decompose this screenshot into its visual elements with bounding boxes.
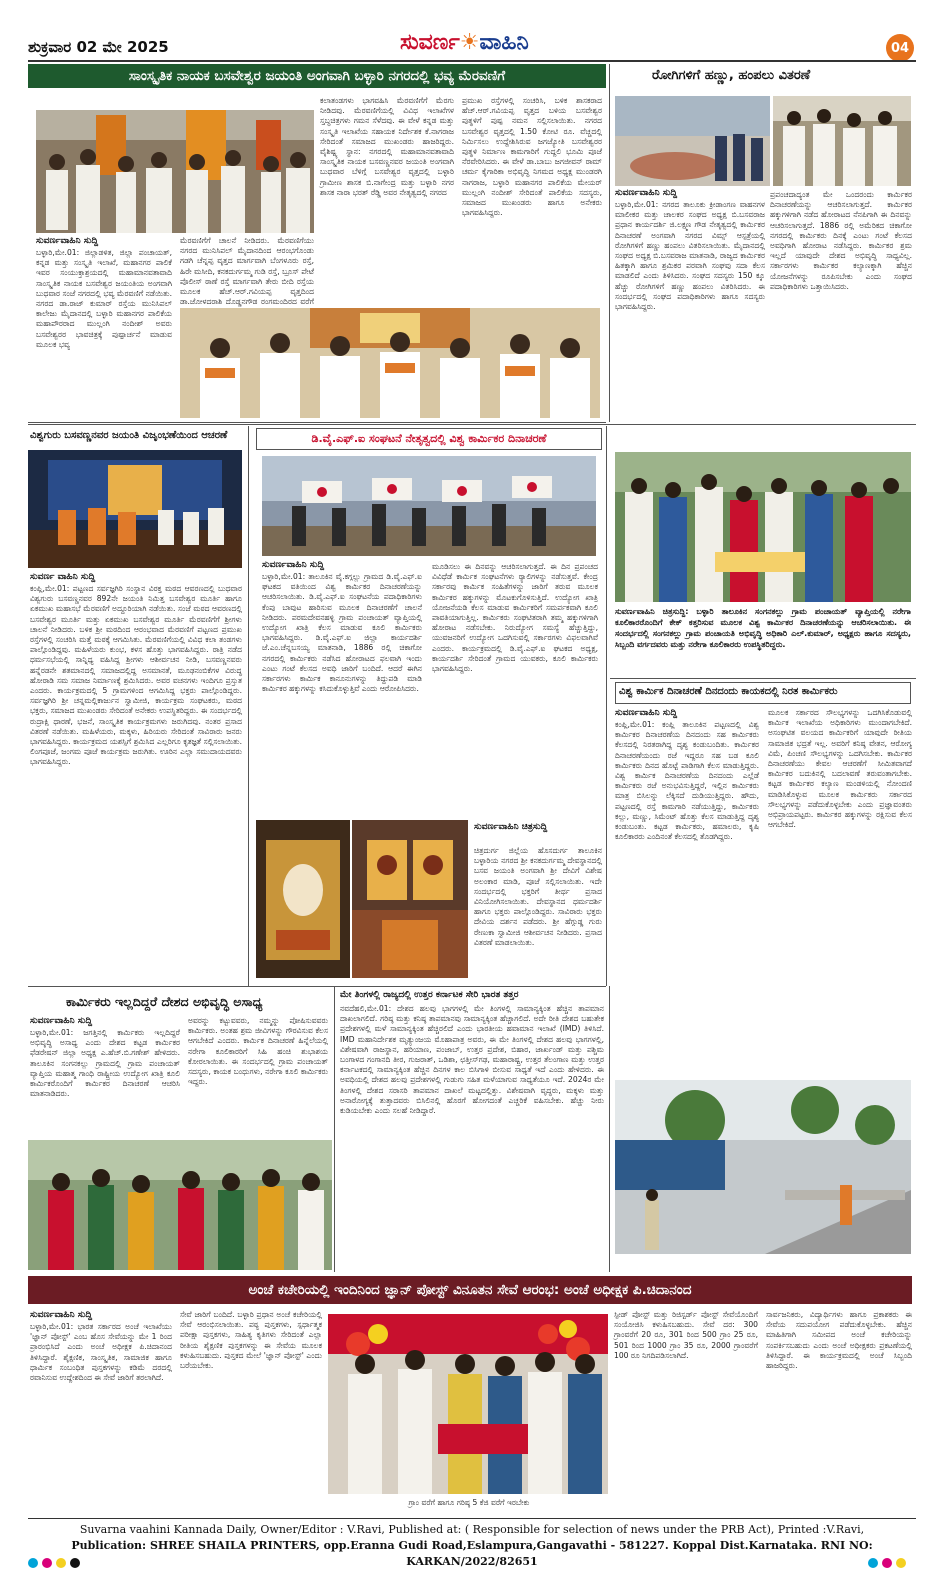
road-work-photo	[615, 1080, 911, 1254]
basaveshwara-body-col3: ಕಲಾತಂಡಗಳು ಭಾಗವಹಿಸಿ ಮೆರವಣಿಗೆಗೆ ಮೆರಗು ನೀಡಿದವು. ಮೆರವಣಿಗೆಯಲ್ಲಿ ವಿವಿಧ ಇಲಾಖೆಗಳ ಸ್ತಬ್ಧಚಿತ್ರಗಳು ಗಮನ ಸೆಳೆದವು. ಈ ವೇಳೆ ಕನ್ನಡ ಮತ್ತು ಸಂಸ್ಕೃತಿ ಇಲಾಖೆಯ ಸಹಾಯಕ ನಿರ್ದೇಶಕ ಕೆ.ನಾಗರಾಜ ಸೇರಿದಂತೆ ಸಮಾಜದ ಮುಖಂಡರು ಹಾಜರಿದ್ದರು. ವೈಶಿಷ್ಟ್ಯ ಸ್ಥಾನ: ನಗರದಲ್ಲಿ ಮಹಾಮಾನವತಾವಾದಿ ಸಾಂಸ್ಕೃತಿಕ ನಾಯಕ ಬಸವಣ್ಣನವರ ಜಯಂತಿ ಅಂಗವಾಗಿ ಬುಧವಾರ ಬೆಳಿಗ್ಗೆ ಬಸವೇಶ್ವರ ವೃತ್ತದಲ್ಲಿ ಬಳ್ಳಾರಿ ಗ್ರಾಮೀಣ ಶಾಸಕ ಬಿ.ನಾಗೇಂದ್ರ ಮತ್ತು ಬಳ್ಳಾರಿ ನಗರ ಶಾಸಕ ನಾರಾ ಭರತ್ ರೆಡ್ಡಿ ಅವರ ನೇತೃತ್ವದಲ್ಲಿ ನಗರದ	[320, 96, 454, 197]
panchayat-cake-photo	[615, 452, 911, 602]
basaveshwara-body-col4: ಪ್ರಮುಖ ರಸ್ತೆಗಳಲ್ಲಿ ಸಂಚರಿಸಿ, ಬಳಿಕ ಶಾಸಕರಾದ ಹೆಚ್.ಆರ್.ಗವಿಯಪ್ಪ ವೃತ್ತದ ಬಳಿಯ ಬಸವೇಶ್ವರ ಪುತ್ಥಳಿಗೆ ಪುಷ್ಪ ನಮನ ಸಲ್ಲಿಸಲಾಯಿತು. ನಗರದ ಬಸವೇಶ್ವರ ವೃತ್ತದಲ್ಲಿ 1.50 ಕೋಟಿ ರೂ. ವೆಚ್ಚದಲ್ಲಿ ನಿರ್ಮಿಸಲು ಉದ್ದೇಶಿಸಿರುವ ಜಗಜ್ಯೋತಿ ಬಸವೇಶ್ವರರ ಪುತ್ಥಳಿ ನಿರ್ಮಾಣ ಕಾಮಗಾರಿಗೆ ಗುದ್ದಲಿ ಭೂಮಿ ಪೂಜೆ ನೆರವೇರಿಸಿದರು. ಈ ವೇಳೆ ಡಾ.ಬಾಬು ಜಗಜೀವನ್ ರಾಮ್ ಚರ್ಮ ಕೈಗಾರಿಕಾ ಅಭಿವೃದ್ಧಿ ನಿಗಮದ ಅಧ್ಯಕ್ಷ ಮುಂಡರಗಿ ನಾಗರಾಜ, ಬಳ್ಳಾರಿ ಮಹಾನಗರ ಪಾಲಿಕೆಯ ಮೇಯರ್ ಮುಲ್ಲಂಗಿ ನಂದೀಶ್ ಸೇರಿದಂತೆ ಪಾಲಿಕೆಯ ಸದಸ್ಯರು, ಸಮಾಜದ ಮುಖಂಡರು ಹಾಗೂ ಅನೇಕರು ಭಾಗವಹಿಸಿದ್ದರು.	[462, 96, 602, 218]
divider	[28, 986, 606, 987]
vishwaguru-byline: ಸುವರ್ಣ ವಾಹಿನಿ ಸುದ್ದಿ	[30, 572, 96, 582]
registration-mark-icon	[882, 1558, 892, 1568]
footer-rule	[28, 1518, 916, 1519]
dyfi-headline: ಡಿ.ವೈ.ಎಫ್.ಐ ಸಂಘಟನೆ ನೇತೃತ್ವದಲ್ಲಿ ವಿಶ್ವ ಕಾರ್ಮಿಕರ ದಿನಾಚರಣೆ	[311, 432, 547, 445]
post-office-body-col4: ಸಾರ್ವಜನಿಕರು, ವಿದ್ಯಾರ್ಥಿಗಳು ಹಾಗೂ ಪ್ರಕಾಶಕರು ಈ ಸೇವೆಯ ಸದುಪಯೋಗ ಪಡೆದುಕೊಳ್ಳಬೇಕು. ಹೆಚ್ಚಿನ ಮಾಹಿತಿಗಾಗಿ ಸಮೀಪದ ಅಂಚೆ ಕಚೇರಿಯನ್ನು ಸಂಪರ್ಕಿಸಬಹುದು ಎಂದು ಅಂಚೆ ಅಧೀಕ್ಷಕರು ಪ್ರಕಟಣೆಯಲ್ಲಿ ತಿಳಿಸಿದ್ದಾರೆ. ಈ ಕಾರ್ಯಕ್ರಮದಲ್ಲಿ ಅಂಚೆ ಸಿಬ್ಬಂದಿ ಹಾಜರಿದ್ದರು.	[766, 1310, 912, 1371]
column-divider	[606, 426, 607, 986]
post-office-body-col3: ಸ್ಪೀಡ್ ಪೋಸ್ಟ್ ಮತ್ತು ರಿಜಿಸ್ಟರ್ಡ್ ಪೋಸ್ಟ್ ಸೇವೆಯೊಂದಿಗೆ ಸಂಯೋಜಿಸಿ ಕಳುಹಿಸಬಹುದು. ಸೇವೆ ದರ: 300 ಗ್ರಾಂವರೆಗೆ 20 ರೂ, 301 ರಿಂದ 500 ಗ್ರಾಂ 25 ರೂ, 501 ರಿಂದ 1000 ಗ್ರಾಂ 35 ರೂ, 2000 ಗ್ರಾಂವರೆಗೆ 100 ರೂ ನಿಗದಿಪಡಿಸಲಾಗಿದೆ.	[614, 1310, 758, 1360]
column-divider	[334, 986, 335, 1272]
labour-dev-body-col2: ಅವರನ್ನು ಕಟ್ಟುವವರು, ನಮ್ಮನ್ನು ಪೋಷಿಸುವವರು ಕಾರ್ಮಿಕರು. ಅಂತಹ ಶ್ರಮ ಜೀವಿಗಳನ್ನು ಗೌರವಿಸುವ ಕೆಲಸ ಆಗಬೇಕಿದೆ ಎಂದರು. ಕಾರ್ಮಿಕ ದಿನಾಚರಣೆ ಹಿನ್ನೆಲೆಯಲ್ಲಿ ನರೇಗಾ ಕೂಲಿಕಾರರಿಗೆ ಸಿಹಿ ಹಂಚಿ ಶುಭಾಶಯ ಕೋರಲಾಯಿತು. ಈ ಸಂದರ್ಭದಲ್ಲಿ ಗ್ರಾಮ ಪಂಚಾಯತ್ ಸದಸ್ಯರು, ಕಾಯಕ ಬಂಧುಗಳು, ನರೇಗಾ ಕೂಲಿ ಕಾರ್ಮಿಕರು ಇದ್ದರು.	[188, 1016, 328, 1087]
basaveshwara-headline: ಸಾಂಸ್ಕೃತಿಕ ನಾಯಕ ಬಸವೇಶ್ವರ ಜಯಂತಿ ಅಂಗವಾಗಿ ಬಳ್ಳಾರಿ ನಗರದಲ್ಲಿ ಭವ್ಯ ಮೆರವಣಿಗೆ	[28, 64, 606, 88]
registration-mark-icon	[868, 1558, 878, 1568]
registration-mark-icon	[28, 1558, 38, 1568]
temple-caption: ಚಿತ್ರದುರ್ಗ ಜಿಲ್ಲೆಯ ಹೊಸದುರ್ಗ ತಾಲೂಕಿನ ಬಳ್ಳಾರಿಯ ನಗರದ ಶ್ರೀ ಕನಕದುರ್ಗಮ್ಮ ದೇವಸ್ಥಾನದಲ್ಲಿ ಬಸವ ಜಯಂತಿ ಅಂಗವಾಗಿ ಶ್ರೀ ದೇವಿಗೆ ವಿಶೇಷ ಅಲಂಕಾರ ಮಾಡಿ, ಪೂಜೆ ಸಲ್ಲಿಸಲಾಯಿತು. ಇದೇ ಸಂದರ್ಭದಲ್ಲಿ ಭಕ್ತರಿಗೆ ತೀರ್ಥ ಪ್ರಸಾದ ವಿನಿಯೋಗಿಸಲಾಯಿತು. ದೇವಸ್ಥಾನದ ಧರ್ಮದರ್ಶಿ ಹಾಗೂ ಭಕ್ತರು ಪಾಲ್ಗೊಂಡಿದ್ದರು. ಸಾವಿರಾರು ಭಕ್ತರು ದೇವಿಯ ದರ್ಶನ ಪಡೆದರು. ಶ್ರೀ ಹೆಗ್ಗುಡ್ಡ ಗುರು ರೇಣುಕಾ ಸ್ವಾಮೀಜಿ ಆಶೀರ್ವಚನ ನೀಡಿದರು. ಪ್ರಸಾದ ವಿತರಣೆ ಮಾಡಲಾಯಿತು.	[474, 846, 602, 947]
fruit-distribution-photo	[773, 96, 911, 186]
dyfi-body-col1: ಬಳ್ಳಾರಿ,ಮೇ.01: ತಾಲೂಕಿನ ವೈ.ಕಗ್ಗಲ್ಲು ಗ್ರಾಮದ ಡಿ.ವೈ.ಎಫ್.ಐ ಘಟಕದ ವತಿಯಿಂದ ವಿಶ್ವ ಕಾರ್ಮಿಕರ ದಿನಾಚರಣೆಯನ್ನು ಆಚರಿಸಲಾಯಿತು. ಡಿ.ವೈ.ಎಫ್.ಐ ಸಂಘಟನೆಯ ಪದಾಧಿಕಾರಿಗಳು ಕೆಂಪು ಬಾವುಟ ಹಾರಿಸುವ ಮೂಲಕ ದಿನಾಚರಣೆಗೆ ಚಾಲನೆ ನೀಡಿದರು. ಪರಮದೇವನಹಳ್ಳಿ ಗ್ರಾಮ ಪಂಚಾಯತ್ ವ್ಯಾಪ್ತಿಯಲ್ಲಿ ಉದ್ಯೋಗ ಖಾತ್ರಿ ಕೆಲಸ ಮಾಡುವ ಕೂಲಿ ಕಾರ್ಮಿಕರು ಭಾಗವಹಿಸಿದ್ದರು. ಡಿ.ವೈ.ಎಫ್.ಐ ಜಿಲ್ಲಾ ಕಾರ್ಯದರ್ಶಿ ಜೆ.ಎಂ.ಚೆನ್ನಬಸಯ್ಯ ಮಾತನಾಡಿ, 1886 ರಲ್ಲಿ ಚಿಕಾಗೋ ನಗರದಲ್ಲಿ ಕಾರ್ಮಿಕರು ನಡೆಸಿದ ಹೋರಾಟದ ಫಲವಾಗಿ ಇಂದು ಎಂಟು ಗಂಟೆ ಕೆಲಸದ ಅವಧಿ ಜಾರಿಗೆ ಬಂದಿದೆ. ಆದರೆ ಈಗಿನ ಸರ್ಕಾರಗಳು ಕಾರ್ಮಿಕ ಕಾನೂನುಗಳನ್ನು ತಿದ್ದುಪಡಿ ಮಾಡಿ ಕಾರ್ಮಿಕರ ಹಕ್ಕುಗಳನ್ನು ಕಸಿದುಕೊಳ್ಳುತ್ತಿವೆ ಎಂದು ಆರೋಪಿಸಿದರು.	[262, 572, 422, 694]
post-office-byline: ಸುವರ್ಣವಾಹಿನಿ ಸುದ್ದಿ	[30, 1310, 93, 1320]
temple-idol-photo	[352, 820, 468, 978]
basaveshwara-body-col2: ಮೆರವಣಿಗೆಗೆ ಚಾಲನೆ ನೀಡಿದರು. ಮೆರವಣಿಗೆಯು ನಗರದ ಮುನಿಸಿಪಲ್ ಮೈದಾನದಿಂದ ಆರಂಭಗೊಂಡು ಗಡಗಿ ಚೆನ್ನಪ್ಪ ವೃತ್ತದ ಮಾರ್ಗವಾಗಿ ಬೆಂಗಳೂರು ರಸ್ತೆ, ಹಿರೇ ಮಸೀದಿ, ಕನಕದುರ್ಗಮ್ಮ ಗುಡಿ ರಸ್ತೆ, ಬ್ರೂಸ್ ಪೇಟೆ ಪೊಲೀಸ್ ಠಾಣೆ ರಸ್ತೆ ಮಾರ್ಗವಾಗಿ ತೇರು ಬೀದಿ ರಸ್ತೆಯ ಮೂಲಕ ಹೆಚ್.ಆರ್.ಗವಿಯಪ್ಪ ವೃತ್ತದಿಂದ ಡಾ.ಜೋಳದರಾಶಿ ದೊಡ್ಡನಗೌಡ ರಂಗಮಂದಿರದ ವರೆಗೆ	[180, 236, 314, 307]
world-labour-body-col2: ಮೂಲಕ ಸರ್ಕಾರದ ಸೌಲಭ್ಯಗಳನ್ನು ಒದಗಿಸಿಕೊಡುವಲ್ಲಿ ಕಾರ್ಮಿಕ ಇಲಾಖೆಯ ಅಧಿಕಾರಿಗಳು ಮುಂದಾಗಬೇಕಿದೆ. ಅಸಂಘಟಿತ ವಲಯದ ಕಾರ್ಮಿಕರಿಗೆ ಯಾವುದೇ ರೀತಿಯ ಸಾಮಾಜಿಕ ಭದ್ರತೆ ಇಲ್ಲ. ಅವರಿಗೆ ಕನಿಷ್ಠ ವೇತನ, ಆರೋಗ್ಯ ವಿಮೆ, ಪಿಂಚಣಿ ಸೌಲಭ್ಯಗಳನ್ನು ಒದಗಿಸಬೇಕು. ಕಾರ್ಮಿಕರ ದಿನಾಚರಣೆಯು ಕೇವಲ ಆಚರಣೆಗೆ ಸೀಮಿತವಾಗದೆ ಕಾರ್ಮಿಕರ ಬದುಕಿನಲ್ಲಿ ಬದಲಾವಣೆ ತರುವಂತಾಗಬೇಕು. ಕಟ್ಟಡ ಕಾರ್ಮಿಕರ ಕಲ್ಯಾಣ ಮಂಡಳಿಯಲ್ಲಿ ನೋಂದಣಿ ಮಾಡಿಸಿಕೊಳ್ಳುವ ಮೂಲಕ ಕಾರ್ಮಿಕರು ಸರ್ಕಾರದ ಸೌಲಭ್ಯಗಳನ್ನು ಪಡೆದುಕೊಳ್ಳಬೇಕು ಎಂದು ಪ್ರಜ್ಞಾವಂತರು ಅಭಿಪ್ರಾಯಪಟ್ಟರು. ಕಾರ್ಮಿಕರ ಹಕ್ಕುಗಳನ್ನು ರಕ್ಷಿಸುವ ಕೆಲಸ ಆಗಬೇಕಿದೆ.	[768, 708, 912, 830]
heatwave-body: ನವದೆಹಲಿ,ಮೇ.01: ದೇಶದ ಹಲವು ಭಾಗಗಳಲ್ಲಿ ಮೇ ತಿಂಗಳಲ್ಲಿ ಸಾಮಾನ್ಯಕ್ಕಿಂತ ಹೆಚ್ಚಿನ ತಾಪಮಾನ ದಾಖಲಾಗಲಿದೆ. ಗರಿಷ್ಠ ಮತ್ತು ಕನಿಷ್ಠ ತಾಪಮಾನವು ಸಾಮಾನ್ಯಕ್ಕಿಂತ ಹೆಚ್ಚಾಗಲಿದೆ. ಅದೇ ರೀತಿ ದೇಶದ ಬಹುತೇಕ ಪ್ರದೇಶಗಳಲ್ಲಿ ಮಳೆ ಸಾಮಾನ್ಯಕ್ಕಿಂತ ಹೆಚ್ಚಿರಲಿದೆ ಎಂದು ಭಾರತೀಯ ಹವಾಮಾನ ಇಲಾಖೆ (IMD) ತಿಳಿಸಿದೆ. IMD ಮಹಾನಿರ್ದೇಶಕ ಮೃತ್ಯುಂಜಯ ಮೊಹಾಪಾತ್ರ ಅವರು, ಈ ಮೇ ತಿಂಗಳಲ್ಲಿ ದೇಶದ ಹಲವು ಭಾಗಗಳಲ್ಲಿ, ವಿಶೇಷವಾಗಿ ರಾಜಸ್ಥಾನ, ಹರಿಯಾಣ, ಪಂಜಾಬ್, ಉತ್ತರ ಪ್ರದೇಶ, ಬಿಹಾರ, ಜಾರ್ಖಂಡ್ ಮತ್ತು ಪಶ್ಚಿಮ ಬಂಗಾಳದ ಗಂಗಾನದಿ ತೀರ, ಗುಜರಾತ್, ಒಡಿಶಾ, ಛತ್ತೀಸ್‌ಗಢ, ಮಹಾರಾಷ್ಟ್ರ, ಉತ್ತರ ತೆಲಂಗಾಣ ಮತ್ತು ಉತ್ತರ ಕರ್ನಾಟಕದಲ್ಲಿ ಸಾಮಾನ್ಯಕ್ಕಿಂತ ಹೆಚ್ಚಿನ ದಿನಗಳ ಕಾಲ ಬಿಸಿಗಾಳಿ ಬೀಸುವ ಸಾಧ್ಯತೆ ಇದೆ ಎಂದು ಹೇಳಿದರು. ಈ ಅವಧಿಯಲ್ಲಿ ದೇಶದ ಹಲವು ಪ್ರದೇಶಗಳಲ್ಲಿ ಗುಡುಗು ಸಹಿತ ಮಳೆಯಾಗುವ ಸಾಧ್ಯತೆಯೂ ಇದೆ. 2024ರ ಮೇ ತಿಂಗಳಲ್ಲಿ ದೇಶದ ಸರಾಸರಿ ತಾಪಮಾನ ದಾಖಲೆ ಮಟ್ಟದಲ್ಲಿತ್ತು. ವಿಶೇಷವಾಗಿ ವೃದ್ಧರು, ಮಕ್ಕಳು ಮತ್ತು ಅನಾರೋಗ್ಯಕ್ಕೆ ತುತ್ತಾದವರು ಬಿಸಿಲಿನಲ್ಲಿ ಹೊರಗೆ ಹೋಗದಂತೆ ಎಚ್ಚರಿಕೆ ವಹಿಸಬೇಕು. ಹೆಚ್ಚು ನೀರು ಕುಡಿಯಬೇಕು ಎಂದು ಸಲಹೆ ನೀಡಿದ್ದಾರೆ.	[340, 1004, 604, 1116]
column-divider	[248, 426, 249, 986]
column-divider	[609, 986, 610, 1272]
column-divider	[609, 64, 610, 422]
dyfi-byline: ಸುವರ್ಣವಾಹಿನಿ ಸುದ್ದಿ	[262, 560, 325, 570]
world-labour-byline: ಸುವರ್ಣವಾಹಿನಿ ಸುದ್ದಿ	[615, 708, 678, 718]
post-office-body-col2: ಸೇವೆ ಜಾರಿಗೆ ಬಂದಿದೆ. ಬಳ್ಳಾರಿ ಪ್ರಧಾನ ಅಂಚೆ ಕಚೇರಿಯಲ್ಲಿ ಸೇವೆ ಆರಂಭಿಸಲಾಯಿತು. ಪಠ್ಯ ಪುಸ್ತಕಗಳು, ಸ್ಪರ್ಧಾತ್ಮಕ ಪರೀಕ್ಷಾ ಪುಸ್ತಕಗಳು, ಸಾಹಿತ್ಯ ಕೃತಿಗಳು ಸೇರಿದಂತೆ ಎಲ್ಲಾ ರೀತಿಯ ಶೈಕ್ಷಣಿಕ ಪುಸ್ತಕಗಳನ್ನು ಈ ಸೇವೆಯ ಮೂಲಕ ಕಳುಹಿಸಬಹುದು. ಪುಸ್ತಕದ ಮೇಲೆ 'ಜ್ಞಾನ್ ಪೋಸ್ಟ್' ಎಂದು ಬರೆಯಬೇಕು.	[180, 1310, 322, 1371]
registration-mark-icon	[70, 1558, 80, 1568]
temple-deity-photo	[256, 820, 350, 978]
imprint-footer	[28, 1522, 916, 1570]
labour-dev-byline: ಸುವರ್ಣವಾಹಿನಿ ಸುದ್ದಿ	[30, 1016, 93, 1026]
newspaper-logo	[400, 30, 529, 55]
imprint-line-1: Suvarna vaahini Kannada Daily, Owner/Editor : V.Ravi, Published at: ( Responsible for selection of news under the PRB Act), Printed :V.Ravi,	[79, 1523, 865, 1536]
panchayat-caption: ಸುವರ್ಣವಾಹಿನಿ ಚಿತ್ರಸುದ್ದಿ: ಬಳ್ಳಾರಿ ತಾಲೂಕಿನ ಸಂಗನಕಲ್ಲು ಗ್ರಾಮ ಪಂಚಾಯತ್ ವ್ಯಾಪ್ತಿಯಲ್ಲಿ ನರೇಗಾ ಕೂಲಿಕಾರರೊಂದಿಗೆ ಕೇಕ್ ಕತ್ತರಿಸುವ ಮೂಲಕ ವಿಶ್ವ ಕಾರ್ಮಿಕರ ದಿನಾಚರಣೆಯನ್ನು ಆಚರಿಸಲಾಯಿತು. ಈ ಸಂದರ್ಭದಲ್ಲಿ ಸಂಗನಕಲ್ಲು ಗ್ರಾಮ ಪಂಚಾಯತಿ ಅಭಿವೃದ್ಧಿ ಅಧಿಕಾರಿ ಎಲ್.ಕುಮಾರ್, ಅಧ್ಯಕ್ಷರು ಹಾಗೂ ಸದಸ್ಯರು, ಸಿಬ್ಬಂದಿ ವರ್ಗದವರು ಮತ್ತು ನರೇಗಾ ಕೂಲಿಕಾರರು ಉಪಸ್ಥಿತರಿದ್ದರು.	[615, 607, 911, 649]
post-office-body-col1: ಬಳ್ಳಾರಿ,ಮೇ.01: ಭಾರತ ಸರ್ಕಾರದ ಅಂಚೆ ಇಲಾಖೆಯು 'ಜ್ಞಾನ್ ಪೋಸ್ಟ್' ಎಂಬ ಹೊಸ ಸೇವೆಯನ್ನು ಮೇ 1 ರಿಂದ ಪ್ರಾರಂಭಿಸಿದೆ ಎಂದು ಅಂಚೆ ಅಧೀಕ್ಷಕ ಪಿ.ಚಿದಾನಂದ ತಿಳಿಸಿದ್ದಾರೆ. ಶೈಕ್ಷಣಿಕ, ಸಾಂಸ್ಕೃತಿಕ, ಸಾಮಾಜಿಕ ಹಾಗೂ ಧಾರ್ಮಿಕ ಸಂಬಂಧಿತ ಪುಸ್ತಕಗಳನ್ನು ಕಡಿಮೆ ದರದಲ್ಲಿ ರವಾನಿಸುವ ಉದ್ದೇಶದಿಂದ ಈ ಸೇವೆ ಜಾರಿಗೆ ತರಲಾಗಿದೆ.	[30, 1322, 172, 1383]
logo-part-2: ವಾಹಿನಿ	[479, 30, 529, 55]
divider	[28, 422, 606, 423]
imprint-line-2: Publication: SHREE SHAILA PRINTERS, opp.Eranna Gudi Road,Eslampura,Gangavathi - 581227. Koppal Dist.Karnataka. RNI NO: KARKAN/2022/82651	[71, 1539, 873, 1568]
world-labour-headline: ವಿಶ್ವ ಕಾರ್ಮಿಕ ದಿನಾಚರಣೆ ದಿನದಂದು ಕಾಯಕದಲ್ಲಿ ನಿರತ ಕಾರ್ಮಿಕರು	[619, 686, 838, 697]
basaveshwara-body-col1: ಬಳ್ಳಾರಿ,ಮೇ.01: ಜಿಲ್ಲಾಡಳಿತ, ಜಿಲ್ಲಾ ಪಂಚಾಯತ್, ಕನ್ನಡ ಮತ್ತು ಸಂಸ್ಕೃತಿ ಇಲಾಖೆ, ಮಹಾನಗರ ಪಾಲಿಕೆ ಇವರ ಸಂಯುಕ್ತಾಶ್ರಯದಲ್ಲಿ ಮಹಾಮಾನವತಾವಾದಿ ಸಾಂಸ್ಕೃತಿಕ ನಾಯಕ ಬಸವೇಶ್ವರ ಜಯಂತಿಯ ಅಂಗವಾಗಿ ಬುಧವಾರ ಸಂಜೆ ನಗರದಲ್ಲಿ ಭವ್ಯ ಮೆರವಣಿಗೆ ನಡೆಯಿತು. ನಗರದ ಡಾ.ರಾಜ್ ಕುಮಾರ್ ರಸ್ತೆಯ ಮುನಿಸಿಪಲ್ ಕಾಲೇಜು ಮೈದಾನದಲ್ಲಿ ಬಳ್ಳಾರಿ ಮಹಾನಗರ ಪಾಲಿಕೆಯ ಮಹಾಪೌರರಾದ ಮುಲ್ಲಂಗಿ ನಂದೀಶ್ ಅವರು ಬಸವೇಶ್ವರರ ಭಾವಚಿತ್ರಕ್ಕೆ ಪುಷ್ಪಾರ್ಚನೆ ಮಾಡುವ ಮೂಲಕ ಭವ್ಯ	[36, 248, 172, 349]
masthead	[0, 0, 945, 62]
dyfi-flag-photo	[262, 456, 596, 556]
fruits-headline: ರೋಗಿಗಳಿಗೆ ಹಣ್ಣು, ಹಂಪಲು ವಿತರಣೆ	[652, 68, 811, 83]
page-number: 04	[886, 34, 914, 62]
registration-mark-icon	[896, 1558, 906, 1568]
heatwave-headline: ಮೇ ತಿಂಗಳಲ್ಲಿ ರಾಜ್ಯದಲ್ಲಿ ಉತ್ತರ ಕರ್ನಾಟಕ ಸೇರಿ ಭಾರತ ತತ್ತರ	[340, 990, 519, 1000]
fruits-body-col1: ಬಳ್ಳಾರಿ,ಮೇ.01: ನಗರದ ತಾಲೂಕು ಕ್ರೀಡಾಂಗಣ ವಾಹನಗಳ ಮಾಲೀಕರ ಮತ್ತು ಚಾಲಕರ ಸಂಘದ ಅಧ್ಯಕ್ಷ ಬಿ.ಬಸವರಾಜ ಪ್ರಧಾನ ಕಾರ್ಯದರ್ಶಿ ಜಿ.ಲಕ್ಷ್ಮಣ ಗೌಡ ನೇತೃತ್ವದಲ್ಲಿ ಕಾರ್ಮಿಕರ ದಿನಾಚರಣೆ ಅಂಗವಾಗಿ ನಗರದ ವಿಮ್ಸ್ ಆಸ್ಪತ್ರೆಯಲ್ಲಿ ರೋಗಿಗಳಿಗೆ ಹಣ್ಣು ಹಂಪಲು ವಿತರಿಸಲಾಯಿತು. ಮೈದಾನದಲ್ಲಿ ಸಂಘದ ಅಧ್ಯಕ್ಷ ಬಿ.ಬಸವರಾಜ ಮಾತನಾಡಿ, ರಾಜ್ಯದ ಕಾರ್ಮಿಕರ ಹಿತಕ್ಕಾಗಿ ಹಾಗೂ ಶ್ರಮಿಕರ ಪರವಾಗಿ ಸಂಘವು ಸದಾ ಕೆಲಸ ಮಾಡಲಿದೆ ಎಂದು ತಿಳಿಸಿದರು. ಸಂಘದ ಸದಸ್ಯರು 150 ಕ್ಕೂ ಹೆಚ್ಚು ರೋಗಿಗಳಿಗೆ ಹಣ್ಣು ಹಂಪಲು ವಿತರಿಸಿದರು. ಈ ಸಂದರ್ಭದಲ್ಲಿ ಸಂಘದ ಪದಾಧಿಕಾರಿಗಳು ಹಾಗೂ ಸದಸ್ಯರು ಭಾಗವಹಿಸಿದ್ದರು.	[615, 200, 765, 312]
temple-byline: ಸುವರ್ಣವಾಹಿನಿ ಚಿತ್ರಸುದ್ದಿ	[474, 822, 548, 832]
hospital-photo	[615, 96, 770, 186]
divider	[28, 424, 916, 425]
dyfi-body-col2: ಮೂಡಿಸಲು ಈ ದಿನವನ್ನು ಆಚರಿಸಲಾಗುತ್ತದೆ. ಈ ದಿನ ಪ್ರಪಂಚದ ವಿವಿಧೆಡೆ ಕಾರ್ಮಿಕ ಸಂಘಟನೆಗಳು ರ್‍ಯಾಲಿಗಳನ್ನು ನಡೆಸುತ್ತವೆ. ಕೇಂದ್ರ ಸರ್ಕಾರವು ಕಾರ್ಮಿಕ ಸಂಹಿತೆಗಳನ್ನು ಜಾರಿಗೆ ತರುವ ಮೂಲಕ ಕಾರ್ಮಿಕರ ಹಕ್ಕುಗಳನ್ನು ಮೊಟಕುಗೊಳಿಸುತ್ತಿದೆ. ಉದ್ಯೋಗ ಖಾತ್ರಿ ಯೋಜನೆಯಡಿ ಕೆಲಸ ಮಾಡುವ ಕಾರ್ಮಿಕರಿಗೆ ಸಮರ್ಪಕವಾಗಿ ಕೂಲಿ ಪಾವತಿಯಾಗುತ್ತಿಲ್ಲ. ಕಾರ್ಮಿಕರು ಸಂಘಟಿತರಾಗಿ ತಮ್ಮ ಹಕ್ಕುಗಳಿಗಾಗಿ ಹೋರಾಟ ನಡೆಸಬೇಕು. ನಿರುದ್ಯೋಗ ಸಮಸ್ಯೆ ಹೆಚ್ಚುತ್ತಿದ್ದು, ಯುವಜನರಿಗೆ ಉದ್ಯೋಗ ಒದಗಿಸುವಲ್ಲಿ ಸರ್ಕಾರಗಳು ವಿಫಲವಾಗಿವೆ ಎಂದರು. ಕಾರ್ಯಕ್ರಮದಲ್ಲಿ ಡಿ.ವೈ.ಎಫ್.ಐ ಘಟಕದ ಅಧ್ಯಕ್ಷ, ಕಾರ್ಯದರ್ಶಿ ಸೇರಿದಂತೆ ಗ್ರಾಮದ ಯುವಕರು, ಕೂಲಿ ಕಾರ್ಮಿಕರು ಭಾಗವಹಿಸಿದ್ದರು.	[432, 562, 598, 674]
basaveshwara-byline: ಸುವರ್ಣವಾಹಿನಿ ಸುದ್ದಿ	[36, 236, 99, 246]
registration-mark-icon	[42, 1558, 52, 1568]
procession-photo	[36, 110, 314, 233]
mla-puja-photo	[180, 308, 600, 418]
world-labour-body-col1: ಕಂಪ್ಲಿ,ಮೇ.01: ಕಂಪ್ಲಿ ತಾಲೂಕಿನ ಪಟ್ಟಣದಲ್ಲಿ ವಿಶ್ವ ಕಾರ್ಮಿಕರ ದಿನಾಚರಣೆಯ ದಿನದಂದು ಸಹ ಕಾರ್ಮಿಕರು ಕೆಲಸದಲ್ಲಿ ನಿರತರಾಗಿದ್ದ ದೃಶ್ಯ ಕಂಡುಬಂದಿತು. ಕಾರ್ಮಿಕರ ದಿನಾಚರಣೆಯಂದು ರಜೆ ಇದ್ದರೂ ಸಹ ಬಡ ಕೂಲಿ ಕಾರ್ಮಿಕರು ದಿನದ ಹೊಟ್ಟೆ ಪಾಡಿಗಾಗಿ ಕೆಲಸ ಮಾಡುತ್ತಿದ್ದರು. ವಿಶ್ವ ಕಾರ್ಮಿಕ ದಿನಾಚರಣೆಯ ದಿನದಂದು ಎಲ್ಲೆಡೆ ಕಾರ್ಮಿಕರು ರಜೆ ಅನುಭವಿಸುತ್ತಿದ್ದರೆ, ಇಲ್ಲಿನ ಕಾರ್ಮಿಕರು ಮಾತ್ರ ಬಿಸಿಲನ್ನು ಲೆಕ್ಕಿಸದೆ ದುಡಿಯುತ್ತಿದ್ದರು. ಹೌದು, ಪಟ್ಟಣದಲ್ಲಿ ರಸ್ತೆ ಕಾಮಗಾರಿ ನಡೆಯುತ್ತಿದ್ದು, ಕಾರ್ಮಿಕರು ಕಲ್ಲು, ಮಣ್ಣು, ಸಿಮೆಂಟ್ ಹೊತ್ತು ಕೆಲಸ ಮಾಡುತ್ತಿದ್ದ ದೃಶ್ಯ ಕಂಡುಬಂತು. ಕಟ್ಟಡ ಕಾರ್ಮಿಕರು, ಹಮಾಲರು, ಕೃಷಿ ಕೂಲಿಕಾರರು ಎಂದಿನಂತೆ ಕೆಲಸದಲ್ಲಿ ತೊಡಗಿದ್ದರು.	[615, 720, 759, 842]
masthead-rule	[28, 60, 916, 62]
post-office-photo-caption: ಗ್ರಾಂ ವರೆಗೆ ಹಾಗೂ ಗರಿಷ್ಠ 5 ಕೆಜಿ ವರೆಗೆ ಇರಬೇಕು	[408, 1498, 530, 1507]
nrega-workers-photo	[28, 1140, 332, 1270]
labour-dev-body-col1: ಬಳ್ಳಾರಿ,ಮೇ.01: ಜಗತ್ತಿನಲ್ಲಿ ಕಾರ್ಮಿಕರು ಇಲ್ಲದಿದ್ದರೆ ಅಭಿವೃದ್ಧಿ ಅಸಾಧ್ಯ ಎಂದು ದೇಶದ ಕಟ್ಟಡ ಕಾರ್ಮಿಕರ ಫೆಡರೇಷನ್ ಜಿಲ್ಲಾ ಅಧ್ಯಕ್ಷ ಎ.ಹೆಚ್.ಬಿ.ಗಣೇಶ್ ಹೇಳಿದರು. ತಾಲೂಕಿನ ಸಂಗನಕಲ್ಲು ಗ್ರಾಮದಲ್ಲಿ ಗ್ರಾಮ ಪಂಚಾಯತ್ ವ್ಯಾಪ್ತಿಯ ಮಹಾತ್ಮ ಗಾಂಧಿ ರಾಷ್ಟ್ರೀಯ ಉದ್ಯೋಗ ಖಾತ್ರಿ ಕೂಲಿ ಕಾರ್ಮಿಕರೊಂದಿಗೆ ಕಾರ್ಮಿಕರ ದಿನಾಚರಣೆ ಆಚರಿಸಿ ಮಾತನಾಡಿದರು.	[30, 1028, 180, 1099]
registration-mark-icon	[56, 1558, 66, 1568]
fruits-byline: ಸುವರ್ಣವಾಹಿನಿ ಸುದ್ದಿ	[615, 188, 678, 198]
post-office-launch-photo	[328, 1314, 608, 1494]
post-office-headline: ಅಂಚೆ ಕಚೇರಿಯಲ್ಲಿ ಇಂದಿನಿಂದ ಜ್ಞಾನ್ ಪೋಸ್ಟ್ ವಿನೂತನ ಸೇವೆ ಆರಂಭ: ಅಂಚೆ ಅಧೀಕ್ಷಕ ಪಿ.ಚಿದಾನಂದ	[28, 1276, 912, 1304]
stage-photo	[28, 450, 242, 568]
issue-date: ಶುಕ್ರವಾರ 02 ಮೇ 2025	[28, 38, 169, 56]
divider	[610, 678, 916, 679]
logo-part-1: ಸುವರ್ಣ	[400, 30, 460, 55]
vishwaguru-body: ಕಂಪ್ಲಿ,ಮೇ.01: ಪಟ್ಟಣದ ಸರ್ವಜ್ಞಗಿರಿ ಸಂಸ್ಥಾನ ವಿರಕ್ತ ಮಠದ ಆವರಣದಲ್ಲಿ ಬುಧವಾರ ವಿಶ್ವಗುರು ಬಸವಣ್ಣನವರ 892ನೇ ಜಯಂತಿ ನಿಮಿತ್ತ ಬಸವೇಶ್ವರ ಮೂರ್ತಿ ಹಾಗೂ ಏಕಮುಖ ಮಹಾಸಭೆ ಮೆರವಣಿಗೆ ಅದ್ದೂರಿಯಾಗಿ ನಡೆಯಿತು. ಸಂಜೆ ಮಠದ ಆವರಣದಲ್ಲಿ ಬಸವೇಶ್ವರ ಮೂರ್ತಿ ಮತ್ತು ಏಕಮುಖ ಬಸವೇಶ್ವರ ಮೂರ್ತಿ ಮೆರವಣಿಗೆಗೆ ಶ್ರೀಗಳು ಚಾಲನೆ ನೀಡಿದರು. ಬಳಿಕ ಶ್ರೀ ಮಠದಿಂದ ಆರಂಭವಾದ ಮೆರವಣಿಗೆ ಪಟ್ಟಣದ ಪ್ರಮುಖ ರಸ್ತೆಗಳಲ್ಲಿ ಸಂಚರಿಸಿ ಮತ್ತೆ ಮಠಕ್ಕೆ ಆಗಮಿಸಿತು. ಮೆರವಣಿಗೆಯಲ್ಲಿ ವಿವಿಧ ಕಲಾ ತಂಡಗಳು ಪಾಲ್ಗೊಂಡಿದ್ದವು. ಮಹಿಳೆಯರು ಕುಂಭ, ಕಳಸ ಹೊತ್ತು ಭಾಗವಹಿಸಿದ್ದರು. ರಾತ್ರಿ ನಡೆದ ಧರ್ಮಸಭೆಯಲ್ಲಿ ಸಾನ್ನಿಧ್ಯ ವಹಿಸಿದ್ದ ಶ್ರೀಗಳು ಆಶೀರ್ವಚನ ನೀಡಿ, ಬಸವಣ್ಣನವರು ಹನ್ನೆರಡನೇ ಶತಮಾನದಲ್ಲಿ ಸಮಾಜದಲ್ಲಿದ್ದ ಅಸಮಾನತೆ, ಮೂಢನಂಬಿಕೆಗಳ ವಿರುದ್ಧ ಹೋರಾಡಿ ಸಮ ಸಮಾಜ ನಿರ್ಮಾಣಕ್ಕೆ ಶ್ರಮಿಸಿದರು. ಅವರ ವಚನಗಳು ಇಂದಿಗೂ ಪ್ರಸ್ತುತ ಎಂದರು. ಕಾರ್ಯಕ್ರಮದಲ್ಲಿ 5 ಗ್ರಾಮಗಳಿಂದ ಆಗಮಿಸಿದ್ದ ಭಕ್ತರು ಪಾಲ್ಗೊಂಡಿದ್ದರು. ಸರ್ವಜ್ಞಗಿರಿ ಶ್ರೀ ಚನ್ನಮಲ್ಲಿಕಾರ್ಜುನ ಸ್ವಾಮೀಜಿ, ಕಾರ್ಯಕ್ರಮ ಸಂಘಟಕರು, ಮಠದ ಭಕ್ತರು, ಸಮಾಜದ ಮುಖಂಡರು ಸೇರಿದಂತೆ ಅನೇಕರು ಉಪಸ್ಥಿತರಿದ್ದರು. ಈ ಸಂದರ್ಭದಲ್ಲಿ ರುದ್ರಾಕ್ಷಿ ಧಾರಣೆ, ಭಜನೆ, ಸಾಂಸ್ಕೃತಿಕ ಕಾರ್ಯಕ್ರಮಗಳು ಜರುಗಿದವು. ನಂತರ ಪ್ರಸಾದ ವಿತರಣೆ ನಡೆಯಿತು. ಮಹಿಳೆಯರು, ಮಕ್ಕಳು, ಹಿರಿಯರು ಸೇರಿದಂತೆ ಸಾವಿರಾರು ಜನರು ಭಾಗವಹಿಸಿದ್ದರು. ಕಾರ್ಯಕ್ರಮದ ಯಶಸ್ಸಿಗೆ ಶ್ರಮಿಸಿದ ಎಲ್ಲರಿಗೂ ಕೃತಜ್ಞತೆ ಸಲ್ಲಿಸಲಾಯಿತು. ಲಿಂಗಪೂಜೆ, ಜಂಗಮ ಪೂಜೆ ಕಾರ್ಯಕ್ರಮ ಜರುಗಿತು. ಊರಿನ ಎಲ್ಲಾ ಸಮುದಾಯದವರು ಭಾಗವಹಿಸಿದ್ದರು.	[30, 584, 242, 767]
fruits-body-col2: ಪ್ರಪಂಚದಾದ್ಯಂತ ಮೇ ಒಂದರಂದು ಕಾರ್ಮಿಕರ ದಿನಾಚರಣೆಯನ್ನು ಆಚರಿಸಲಾಗುತ್ತದೆ. ಕಾರ್ಮಿಕರ ಹಕ್ಕುಗಳಿಗಾಗಿ ನಡೆದ ಹೋರಾಟದ ನೆನಪಿಗಾಗಿ ಈ ದಿನವನ್ನು ಆಚರಿಸಲಾಗುತ್ತದೆ. 1886 ರಲ್ಲಿ ಅಮೆರಿಕದ ಚಿಕಾಗೋ ನಗರದಲ್ಲಿ ಕಾರ್ಮಿಕರು ದಿನಕ್ಕೆ ಎಂಟು ಗಂಟೆ ಕೆಲಸದ ಅವಧಿಗಾಗಿ ಹೋರಾಟ ನಡೆಸಿದ್ದರು. ಕಾರ್ಮಿಕರ ಶ್ರಮ ಇಲ್ಲದೆ ಯಾವುದೇ ದೇಶದ ಅಭಿವೃದ್ಧಿ ಸಾಧ್ಯವಿಲ್ಲ. ಸರ್ಕಾರಗಳು ಕಾರ್ಮಿಕರ ಕಲ್ಯಾಣಕ್ಕಾಗಿ ಹೆಚ್ಚಿನ ಯೋಜನೆಗಳನ್ನು ರೂಪಿಸಬೇಕು ಎಂದು ಸಂಘದ ಪದಾಧಿಕಾರಿಗಳು ಒತ್ತಾಯಿಸಿದರು.	[770, 190, 912, 291]
vishwaguru-headline: ವಿಶ್ವಗುರು ಬಸವಣ್ಣನವರ ಜಯಂತಿ ವಿಜೃಂಭಣೆಯಿಂದ ಆಚರಣೆ	[30, 430, 228, 441]
labour-dev-headline: ಕಾರ್ಮಿಕರು ಇಲ್ಲದಿದ್ದರೆ ದೇಶದ ಅಭಿವೃದ್ಧಿ ಅಸಾಧ್ಯ	[66, 994, 263, 1009]
logo-lamp-icon: ☀	[459, 30, 480, 55]
